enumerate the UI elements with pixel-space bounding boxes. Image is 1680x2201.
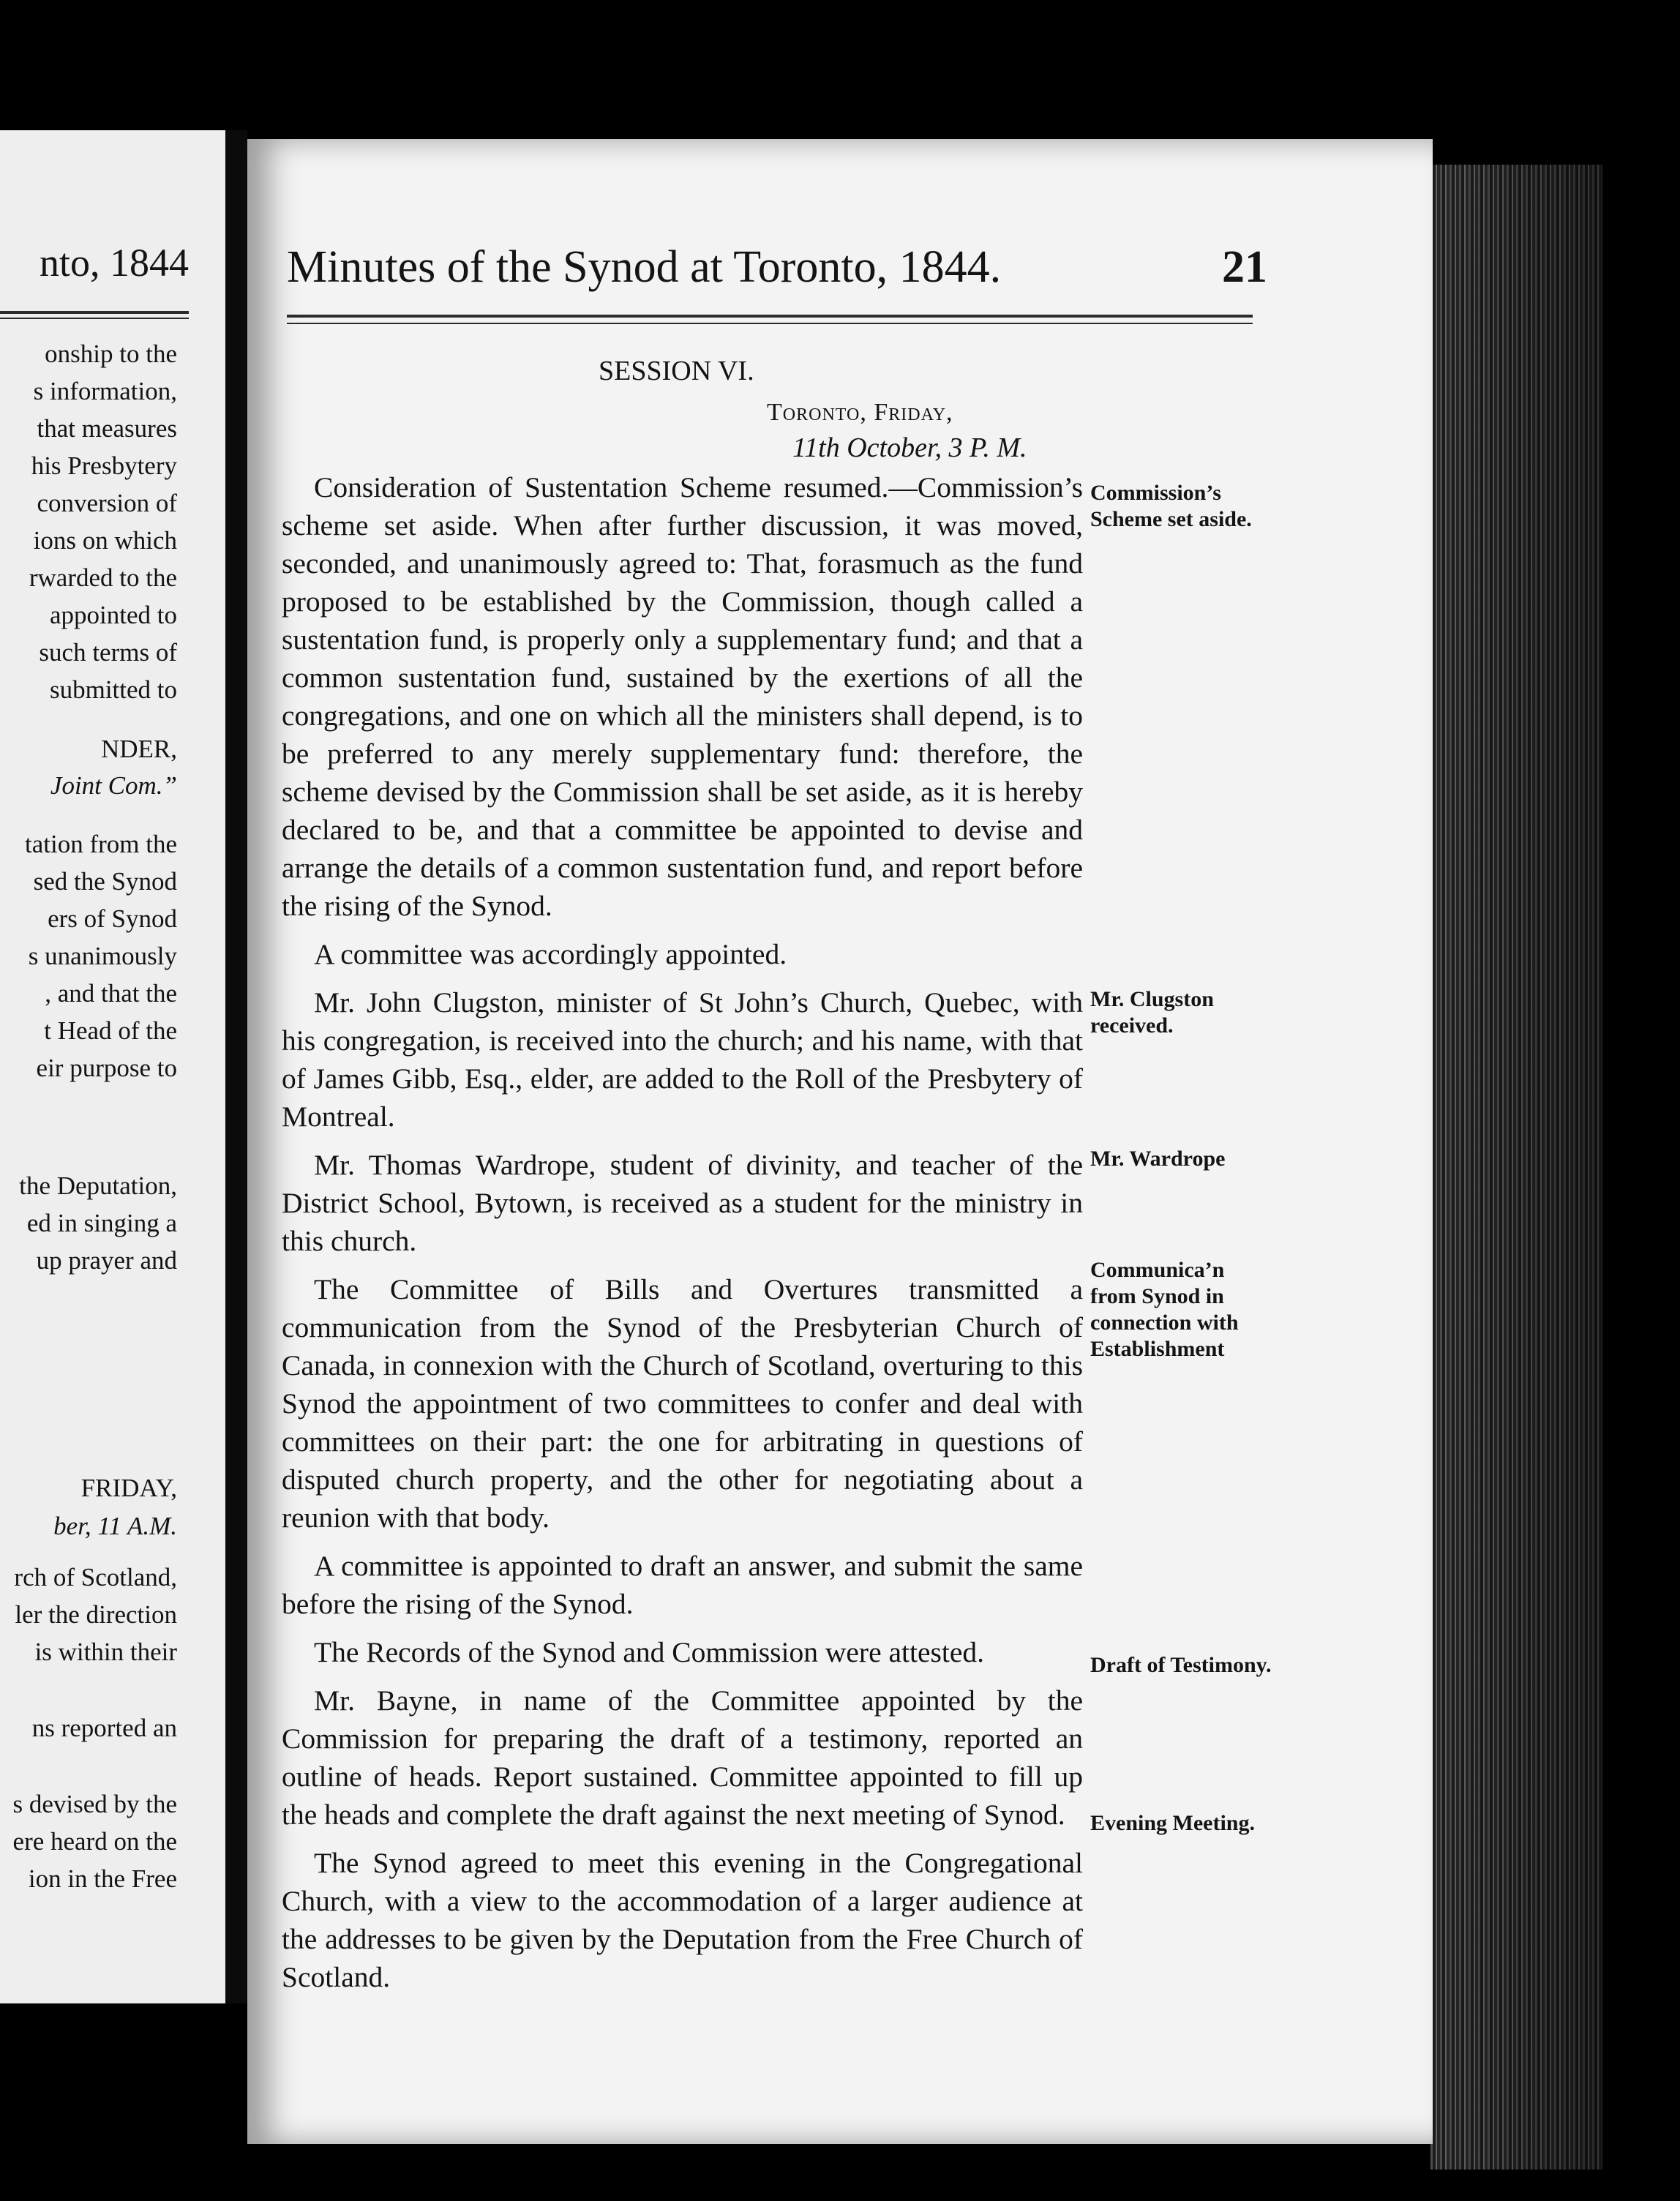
left-page-line: rch of Scotland, xyxy=(14,1563,177,1591)
left-page-line: submitted to xyxy=(49,675,177,704)
paragraph-evening-meeting: The Synod agreed to meet this evening in the Congregational Church, with a view to the accommodation of a larger audience at the addresses to be given by the Deputation from the Free Church of Scotland. xyxy=(282,1847,1083,1993)
paragraph-draft-answer: A committee is appointed to draft an answer, and submit the same before the rising of the Synod. xyxy=(282,1550,1083,1620)
left-page-line: s information, xyxy=(33,377,177,405)
paragraph-clugston: Mr. John Clugston, minister of St John’s Church, Quebec, with his congregation, is received into the church; and his name, with that of James Gibb, Esq., elder, are added to the Roll of the Presbytery of Montreal. xyxy=(282,986,1083,1133)
left-page-line: ers of Synod xyxy=(48,904,177,933)
paragraph-committee-appointed: A committee was accordingly appointed. xyxy=(314,938,787,970)
margin-note-wardrope: Mr. Wardrope xyxy=(1090,1147,1226,1171)
left-page-line: FRIDAY, xyxy=(80,1474,177,1502)
left-page-line: rwarded to the xyxy=(29,563,177,592)
left-page-line: the Deputation, xyxy=(19,1171,177,1200)
left-page-line: ns reported an xyxy=(31,1714,177,1742)
book-gutter xyxy=(225,130,247,2003)
left-page-line: tation from the xyxy=(24,830,177,858)
page-number: 21 xyxy=(1222,242,1267,292)
header-rule-thin xyxy=(287,323,1253,324)
facing-page-left xyxy=(0,130,225,2003)
minutes-body xyxy=(282,468,1083,2006)
left-page-line: s unanimously xyxy=(28,942,177,970)
left-page-line: eir purpose to xyxy=(36,1054,177,1082)
paragraph-communication: The Committee of Bills and Overtures transmitted a communication from the Synod of the Presbyterian Church of Canada, in connexion with the Church of Scotland, overturing to this Synod the appointment of two committees to confer and deal with committees on their part: the one for arbitrating in questions of disputed church property, and the other for negotiating about a reunion with that body. xyxy=(282,1273,1083,1534)
session-title: SESSION VI. xyxy=(599,356,754,386)
left-page-line: his Presbytery xyxy=(31,451,177,480)
left-page-line: ed in singing a xyxy=(26,1209,177,1237)
paragraph-wardrope: Mr. Thomas Wardrope, student of divinity, and teacher of the District School, Bytown, is received as a student for the ministry in this church. xyxy=(282,1149,1083,1257)
left-page-line: NDER, xyxy=(100,735,177,763)
running-title: Minutes of the Synod at Toronto, 1844. xyxy=(287,242,1002,292)
page-edges-shadow xyxy=(1430,165,1602,2170)
left-page-line: s devised by the xyxy=(12,1790,177,1818)
header-rule xyxy=(287,315,1253,318)
left-page-line: that measures xyxy=(37,414,177,443)
left-page-running-head: nto, 1844 xyxy=(39,241,189,285)
paragraph-sustentation-scheme: Consideration of Sustentation Scheme resumed.—Commission’s scheme set aside. When after further discussion, it was moved, seconded, and unanimously agreed to: That, forasmuch as the fund proposed to be established by the Commission, though called a sustentation fund, is properly only a supplementary fund; and that a common sustentation fund, sustained by the exertions of all the congregations, and one on which all the ministers shall depend, is to be preferred to any merely supplementary fund: therefore, the scheme devised by the Commission shall be set aside, as it is hereby declared to be, and that a committee be appointed to devise and arrange the details of a common sustentation fund, and report before the rising of the Synod. xyxy=(282,471,1083,922)
left-page-line: onship to the xyxy=(45,340,177,368)
left-page-line: ion in the Free xyxy=(28,1864,177,1893)
left-header-rule-thin xyxy=(0,318,189,319)
paragraph-records-attested: The Records of the Synod and Commission were attested. xyxy=(314,1636,985,1668)
left-page-line: ler the direction xyxy=(15,1600,177,1629)
left-page-line: ions on which xyxy=(33,526,177,555)
session-date: 11th October, 3 P. M. xyxy=(792,432,1027,463)
left-header-rule xyxy=(0,311,189,314)
left-page-line: ber, 11 A.M. xyxy=(53,1512,177,1540)
left-page-line: Joint Com.” xyxy=(50,771,177,800)
margin-note-evening: Evening Meeting. xyxy=(1090,1811,1255,1835)
left-page-line: t Head of the xyxy=(44,1016,177,1045)
margin-note-communication: Communica’n from Synod in connection with Establishment xyxy=(1090,1258,1239,1361)
left-page-line: is within their xyxy=(34,1638,177,1666)
paragraph-testimony: Mr. Bayne, in name of the Committee appointed by the Commission for preparing the draft of a testimony, reported an outline of heads. Report sustained. Committee appointed to fill up the heads and complete the draft against the next meeting of Synod. xyxy=(282,1684,1083,1831)
left-page-line: conversion of xyxy=(37,489,177,517)
margin-note-scheme: Commission’s Scheme set aside. xyxy=(1090,481,1252,531)
left-page-line: appointed to xyxy=(50,601,177,629)
left-page-line: sed the Synod xyxy=(33,867,177,896)
margin-note-clugston: Mr. Clugston received. xyxy=(1090,987,1214,1038)
left-page-line: such terms of xyxy=(39,638,177,667)
session-place: Toronto, Friday, xyxy=(767,399,953,426)
left-page-line: up prayer and xyxy=(36,1246,177,1275)
margin-note-testimony: Draft of Testimony. xyxy=(1090,1653,1272,1677)
left-page-line: ere heard on the xyxy=(12,1827,177,1856)
left-page-line: , and that the xyxy=(45,979,177,1008)
